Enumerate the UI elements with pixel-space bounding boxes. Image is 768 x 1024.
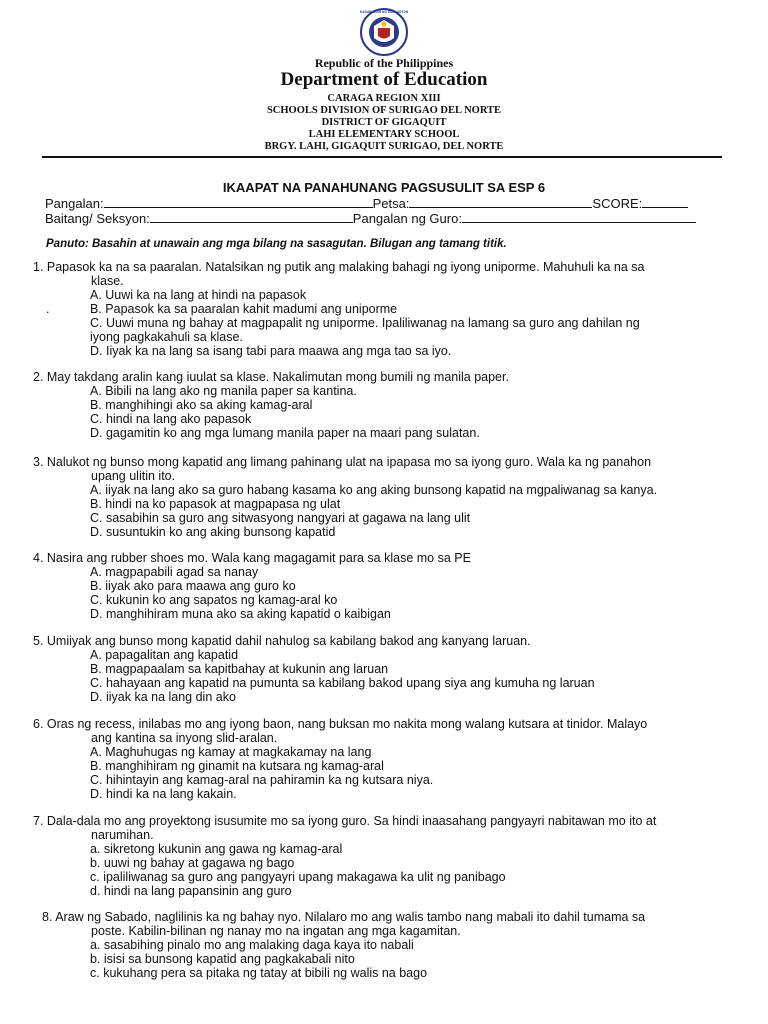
option-d[interactable]: D. manghihiram muna ako sa aking kapatid o kaibigan — [90, 607, 391, 621]
option-b[interactable]: B. manghihiram ng ginamit na kutsara ng kamag-aral — [90, 759, 384, 773]
option-c[interactable]: C. sasabihin sa guro ang sitwasyong nangyari at gagawa na lang ulit — [90, 511, 471, 525]
option-c[interactable]: C. kukunin ko ang sapatos ng kamag-aral ko — [90, 593, 338, 607]
option-c[interactable]: C. hindi na lang ako papasok — [90, 412, 252, 426]
option-d[interactable]: D. hindi ka na lang kakain. — [90, 787, 237, 801]
option-a[interactable]: A. Bibili na lang ako ng manila paper sa kantina. — [90, 384, 357, 398]
question-stem: 8. Araw ng Sabado, naglilinis ka ng bahay nyo. Nilalaro mo ang walis tambo nang mabali ito dahil tumama sa — [42, 910, 646, 924]
question-stem: 3. Nalukot ng bunso mong kapatid ang limang pahinang ulat na ipapasa mo sa iyong guro. Wala ka ng panahon — [33, 455, 652, 469]
header-divider — [42, 156, 722, 158]
stray-mark: . — [46, 302, 50, 316]
option-d[interactable]: d. hindi na lang papansinin ang guro — [90, 884, 292, 898]
score-field[interactable] — [642, 196, 688, 208]
field-row-1 — [45, 196, 688, 211]
option-b[interactable]: b. isisi sa bunsong kapatid ang pagkakabali nito — [90, 952, 355, 966]
department-heading: Department of Education — [280, 69, 488, 90]
division-heading: SCHOOLS DIVISION OF SURIGAO DEL NORTE — [266, 105, 502, 116]
address-heading: BRGY. LAHI, GIGAQUIT SURIGAO, DEL NORTE — [264, 141, 504, 152]
option-a[interactable]: A. iiyak na lang ako sa guro habang kasama ko ang aking bunsong kapatid na mgpaliwanag sa kanya. — [90, 483, 658, 497]
option-b[interactable]: B. iiyak ako para maawa ang guro ko — [90, 579, 296, 593]
option-d[interactable]: D. iiyak ka na lang din ako — [90, 690, 236, 704]
question-stem: 4. Nasira ang rubber shoes mo. Wala kang magagamit para sa klase mo sa PE — [33, 551, 471, 565]
question-stem: 1. Papasok ka na sa paaralan. Natalsikan ng putik ang malaking bahagi ng iyong uniporme. Mahuhuli ka na sa — [33, 260, 645, 274]
grade-section-field[interactable] — [150, 211, 353, 223]
question-6 — [33, 717, 733, 801]
question-stem-cont: ang kantina sa inyong slid-aralan. — [91, 731, 278, 745]
option-b[interactable]: B. Papasok ka sa paaralan kahit madumi ang uniporme — [90, 302, 398, 316]
question-stem: 6. Oras ng recess, inilabas mo ang iyong baon, nang buksan mo nakita mong walang kutsara at tinidor. Malayo — [33, 717, 648, 731]
option-b[interactable]: b. uuwi ng bahay at gagawa ng bago — [90, 856, 295, 870]
republic-heading: Republic of the Philippines — [314, 56, 454, 70]
option-a[interactable]: A. Uuwi ka na lang at hindi na papasok — [90, 288, 307, 302]
score-label: SCORE: — [592, 196, 643, 211]
instructions: Panuto: Basahin at unawain ang mga bilang na sasagutan. Bilugan ang tamang titik. — [46, 238, 507, 250]
option-a[interactable]: A. magpapabili agad sa nanay — [90, 565, 259, 579]
question-8 — [42, 910, 742, 980]
question-stem-cont: narumihan. — [91, 828, 154, 842]
option-c[interactable]: c. ipaliliwanag sa guro ang pangyayri upang makagawa ka ulit ng panibago — [90, 870, 506, 884]
seal-text: KAGAWARAN NG EDUKASYON — [359, 10, 409, 14]
option-a[interactable]: a. sikretong kukunin ang gawa ng kamag-aral — [90, 842, 343, 856]
name-label: Pangalan: — [45, 196, 104, 211]
option-d[interactable]: D. susuntukin ko ang aking bunsong kapatid — [90, 525, 336, 539]
option-a[interactable]: A. Maghuhugas ng kamay at magkakamay na lang — [90, 745, 372, 759]
name-field[interactable] — [104, 196, 373, 208]
question-stem: 5. Umiiyak ang bunso mong kapatid dahil nahulog sa kabilang bakod ang kanyang laruan. — [33, 634, 531, 648]
question-stem-cont: poste. Kabilin-bilinan ng nanay mo na ingatan ang mga kagamitan. — [91, 924, 461, 938]
option-b[interactable]: B. hindi na ko papasok at magpapasa ng ulat — [90, 497, 341, 511]
question-2 — [33, 370, 733, 440]
exam-title: IKAAPAT NA PANAHUNANG PAGSUSULIT SA ESP 6 — [222, 180, 546, 195]
option-b[interactable]: B. magpapaalam sa kapitbahay at kukunin ang laruan — [90, 662, 389, 676]
question-stem: 7. Dala-dala mo ang proyektong isusumite mo sa iyong guro. Sa hindi inaasahang pangyayri nabitawan mo ito at — [33, 814, 657, 828]
option-a[interactable]: a. sasabihing pinalo mo ang malaking daga kaya ito nabali — [90, 938, 414, 952]
option-c-cont: iyong pagkakahuli sa klase. — [90, 330, 243, 344]
district-heading: DISTRICT OF GIGAQUIT — [321, 117, 447, 128]
teacher-field[interactable] — [462, 211, 696, 223]
question-stem-cont: klase. — [91, 274, 124, 288]
question-1 — [33, 260, 733, 358]
date-label: Petsa: — [372, 196, 410, 211]
option-c[interactable]: C. hahayaan ang kapatid na pumunta sa kabilang bakod upang siya ang kumuha ng laruan — [90, 676, 595, 690]
option-d[interactable]: D. Iiyak ka na lang sa isang tabi para maawa ang mga tao sa iyo. — [90, 344, 452, 358]
region-heading: CARAGA REGION XIII — [327, 93, 441, 104]
grade-section-label: Baitang/ Seksyon: — [45, 211, 150, 226]
option-c[interactable]: C. Uuwi muna ng bahay at magpapalit ng uniporme. Ipaliliwanag na lamang sa guro ang dahilan ng — [90, 316, 640, 330]
question-7 — [33, 814, 733, 898]
option-c[interactable]: C. hihintayin ang kamag-aral na pahiramin ka ng kutsara niya. — [90, 773, 434, 787]
question-4 — [33, 551, 733, 621]
question-3 — [33, 455, 733, 539]
question-stem-cont: upang ulitin ito. — [91, 469, 176, 483]
deped-seal-logo — [348, 8, 420, 56]
date-field[interactable] — [409, 196, 592, 208]
question-5 — [33, 634, 733, 704]
question-stem: 2. May takdang aralin kang iuulat sa klase. Nakalimutan mong bumili ng manila paper. — [33, 370, 509, 384]
option-b[interactable]: B. manghihingi ako sa aking kamag-aral — [90, 398, 313, 412]
school-heading: LAHI ELEMENTARY SCHOOL — [308, 129, 460, 140]
option-a[interactable]: A. papagalitan ang kapatid — [90, 648, 239, 662]
field-row-2 — [45, 211, 696, 226]
teacher-label: Pangalan ng Guro: — [352, 211, 462, 226]
option-c[interactable]: c. kukuhang pera sa pitaka ng tatay at bibili ng walis na bago — [90, 966, 428, 980]
option-d[interactable]: D. gagamitin ko ang mga lumang manila paper na maari pang sulatan. — [90, 426, 480, 440]
